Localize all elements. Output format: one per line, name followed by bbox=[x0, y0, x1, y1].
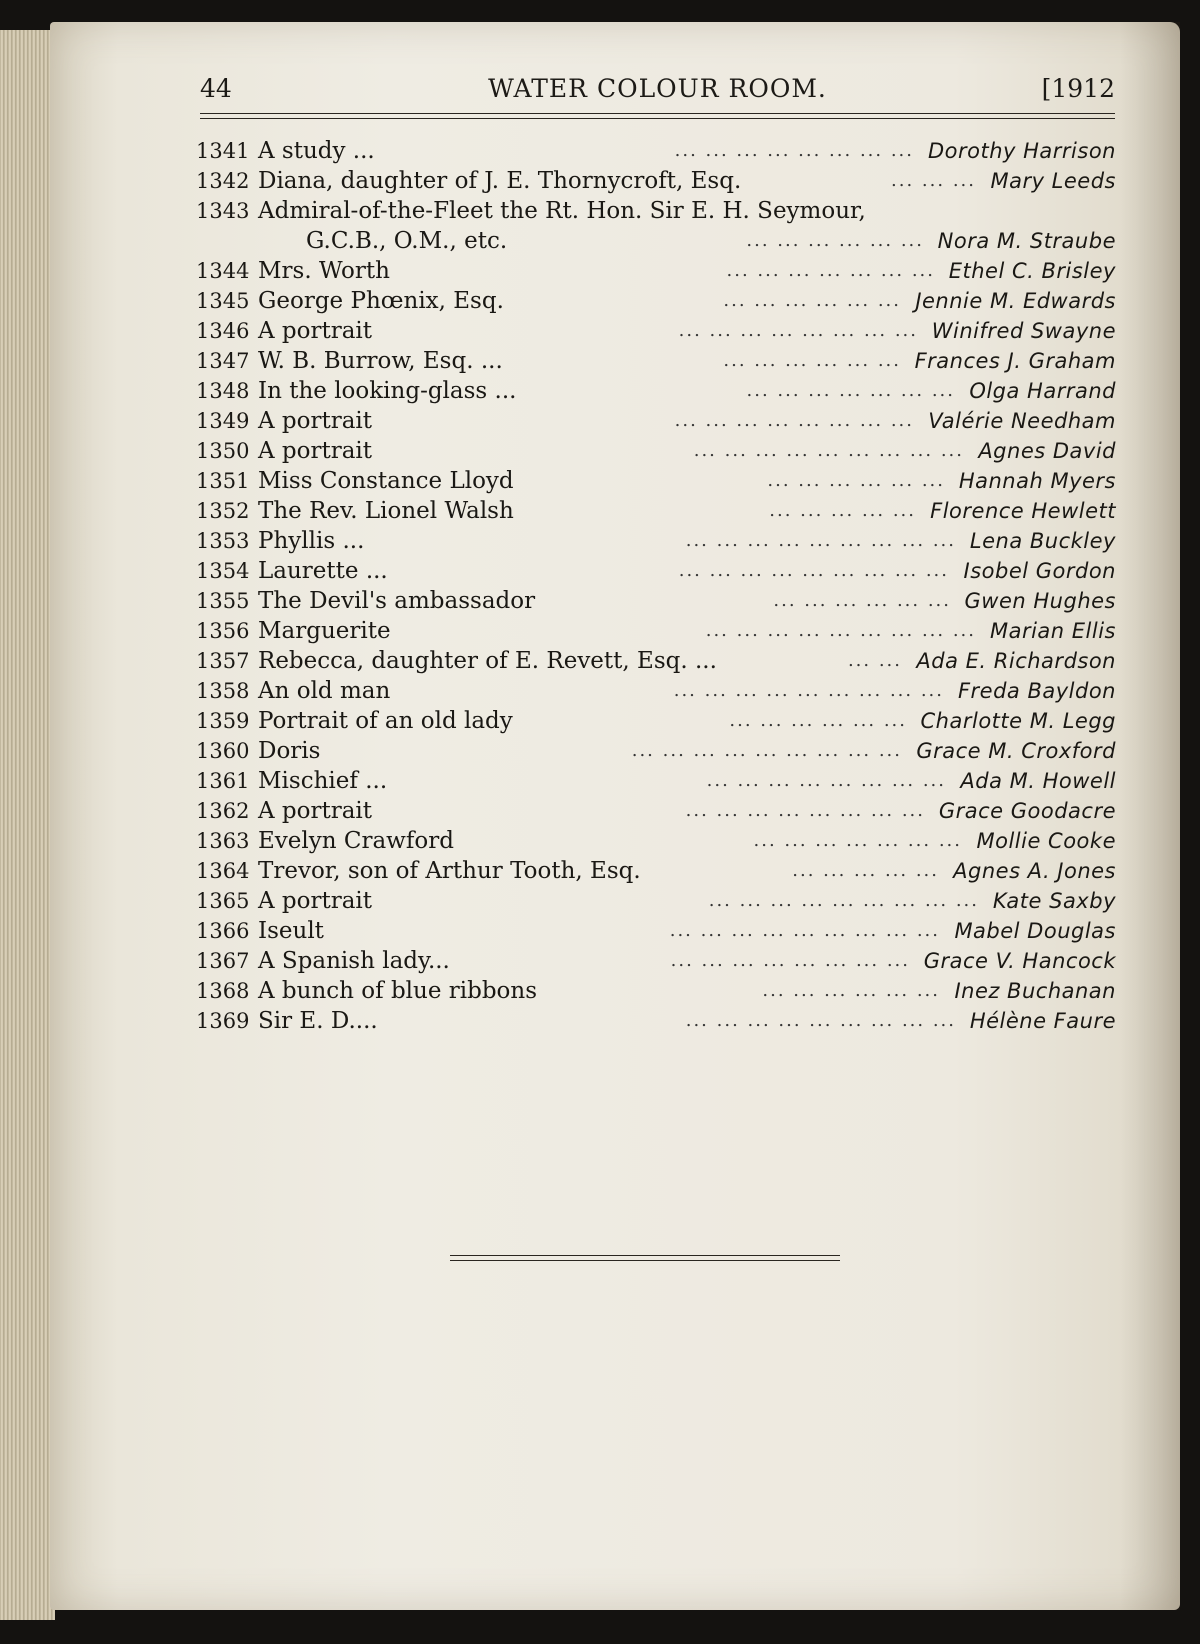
catalogue-entry bbox=[196, 136, 1116, 166]
catalogue-entry bbox=[196, 376, 1116, 406]
leader-dots: ... ... ... ... ... ... ... ... bbox=[670, 950, 910, 971]
entry-title: Mrs. Worth bbox=[258, 258, 390, 284]
entry-artist: Mabel Douglas bbox=[954, 919, 1116, 943]
entry-number: 1362 bbox=[196, 799, 250, 823]
entry-artist: Dorothy Harrison bbox=[927, 139, 1116, 163]
leader-dots: ... ... ... ... ... ... bbox=[767, 470, 945, 491]
entry-artist: Winifred Swayne bbox=[931, 319, 1116, 343]
entry-number: 1367 bbox=[196, 949, 250, 973]
entry-number: 1355 bbox=[196, 589, 250, 613]
header-rule-thin bbox=[200, 118, 1115, 119]
leader-dots: ... ... ... bbox=[891, 170, 976, 191]
catalogue-entry bbox=[196, 346, 1116, 376]
entry-artist: Kate Saxby bbox=[992, 889, 1116, 913]
leader-dots: ... ... ... ... ... ... ... ... bbox=[678, 320, 918, 341]
entry-title: The Devil's ambassador bbox=[258, 588, 536, 614]
entry-title: A study ... bbox=[258, 138, 375, 164]
leader-dots: ... ... ... ... ... ... bbox=[746, 230, 924, 251]
entry-artist: Hannah Myers bbox=[958, 469, 1116, 493]
leader-dots: ... ... ... ... ... ... bbox=[723, 290, 901, 311]
catalogue-entry bbox=[196, 916, 1116, 946]
page-header bbox=[200, 74, 1115, 114]
leader-dots: ... ... ... ... ... ... ... ... ... bbox=[673, 680, 944, 701]
leader-dots: ... ... ... ... ... ... ... ... bbox=[706, 770, 946, 791]
leader-dots: ... ... ... ... ... ... ... ... bbox=[685, 800, 925, 821]
entry-number: 1342 bbox=[196, 169, 250, 193]
catalogue-entry bbox=[196, 886, 1116, 916]
entry-number: 1349 bbox=[196, 409, 250, 433]
catalogue-entry bbox=[196, 826, 1116, 856]
leader-dots: ... ... ... ... ... ... bbox=[762, 980, 940, 1001]
catalogue-entry bbox=[196, 1006, 1116, 1036]
entry-title: W. B. Burrow, Esq. ... bbox=[258, 348, 503, 374]
leader-dots: ... ... ... ... ... ... ... ... ... bbox=[705, 620, 976, 641]
entry-title: A portrait bbox=[258, 798, 373, 824]
entry-title: A bunch of blue ribbons bbox=[258, 978, 538, 1004]
catalogue-entry bbox=[196, 556, 1116, 586]
entry-number: 1359 bbox=[196, 709, 250, 733]
catalogue-entry bbox=[196, 616, 1116, 646]
leader-dots: ... ... ... ... ... bbox=[769, 500, 916, 521]
running-title: WATER COLOUR ROOM. bbox=[488, 74, 827, 103]
entry-number: 1354 bbox=[196, 559, 250, 583]
entry-number: 1364 bbox=[196, 859, 250, 883]
catalogue-entry bbox=[196, 436, 1116, 466]
entry-title: Mischief ... bbox=[258, 768, 388, 794]
entry-title: Doris bbox=[258, 738, 321, 764]
leader-dots: ... ... ... ... ... ... ... ... ... bbox=[685, 1010, 956, 1031]
catalogue-entry bbox=[196, 976, 1116, 1006]
entry-artist: Charlotte M. Legg bbox=[920, 709, 1116, 733]
catalogue-entry bbox=[196, 466, 1116, 496]
entry-title: Diana, daughter of J. E. Thornycroft, Esq. bbox=[258, 168, 742, 194]
entry-title: A portrait bbox=[258, 888, 373, 914]
entry-artist: Grace M. Croxford bbox=[916, 739, 1116, 763]
entry-title: G.C.B., O.M., etc. bbox=[306, 228, 508, 254]
catalogue-entry bbox=[196, 796, 1116, 826]
entry-artist: Ethel C. Brisley bbox=[948, 259, 1116, 283]
catalogue-entry bbox=[196, 856, 1116, 886]
entry-title: An old man bbox=[258, 678, 391, 704]
entry-artist: Ada M. Howell bbox=[960, 769, 1116, 793]
entry-artist: Marian Ellis bbox=[989, 619, 1116, 643]
catalogue-entry bbox=[196, 766, 1116, 796]
catalogue-entry bbox=[196, 406, 1116, 436]
entry-artist: Ada E. Richardson bbox=[916, 649, 1116, 673]
entry-title: Trevor, son of Arthur Tooth, Esq. bbox=[258, 858, 641, 884]
entry-artist: Nora M. Straube bbox=[937, 229, 1116, 253]
header-rule-thick bbox=[200, 113, 1115, 114]
leader-dots: ... ... ... ... ... ... ... ... ... bbox=[631, 740, 902, 761]
catalogue-entry bbox=[196, 586, 1116, 616]
entry-artist: Grace V. Hancock bbox=[923, 949, 1116, 973]
entry-number: 1348 bbox=[196, 379, 250, 403]
end-rule-thin bbox=[450, 1260, 840, 1261]
entry-artist: Isobel Gordon bbox=[963, 559, 1116, 583]
entry-number: 1352 bbox=[196, 499, 250, 523]
entry-artist: Jennie M. Edwards bbox=[915, 289, 1116, 313]
leader-dots: ... ... ... ... ... bbox=[792, 860, 939, 881]
entry-number: 1369 bbox=[196, 1009, 250, 1033]
leader-dots: ... ... ... ... ... ... bbox=[729, 710, 907, 731]
catalogue-entry bbox=[196, 706, 1116, 736]
entry-number: 1346 bbox=[196, 319, 250, 343]
catalogue-entry bbox=[196, 226, 1116, 256]
entry-artist: Grace Goodacre bbox=[938, 799, 1116, 823]
leader-dots: ... ... ... ... ... ... ... ... ... bbox=[669, 920, 940, 941]
entry-artist: Mollie Cooke bbox=[976, 829, 1116, 853]
entry-number: 1347 bbox=[196, 349, 250, 373]
entry-artist: Agnes A. Jones bbox=[953, 859, 1116, 883]
catalogue-entry bbox=[196, 646, 1116, 676]
page-gutter-shadow bbox=[1120, 22, 1180, 1610]
entry-artist: Mary Leeds bbox=[990, 169, 1116, 193]
year-label: [1912 bbox=[1041, 74, 1115, 103]
entry-artist: Lena Buckley bbox=[969, 529, 1116, 553]
entry-title: A Spanish lady... bbox=[258, 948, 450, 974]
entry-artist: Agnes David bbox=[978, 439, 1116, 463]
catalogue-entries-list bbox=[196, 136, 1116, 1036]
end-rule-thick bbox=[450, 1255, 840, 1256]
catalogue-entry bbox=[196, 946, 1116, 976]
entry-artist: Gwen Hughes bbox=[964, 589, 1116, 613]
entry-number: 1366 bbox=[196, 919, 250, 943]
catalogue-entry bbox=[196, 256, 1116, 286]
entry-artist: Freda Bayldon bbox=[957, 679, 1116, 703]
entry-title: Sir E. D.... bbox=[258, 1008, 378, 1034]
entry-title: Iseult bbox=[258, 918, 324, 944]
entry-number: 1368 bbox=[196, 979, 250, 1003]
leader-dots: ... ... ... ... ... ... ... ... ... bbox=[678, 560, 949, 581]
page-number: 44 bbox=[200, 74, 232, 103]
entry-number: 1356 bbox=[196, 619, 250, 643]
catalogue-entry bbox=[196, 166, 1116, 196]
entry-number: 1353 bbox=[196, 529, 250, 553]
entry-title: George Phœnix, Esq. bbox=[258, 288, 504, 314]
entry-number: 1360 bbox=[196, 739, 250, 763]
leader-dots: ... ... ... ... ... ... ... ... bbox=[674, 410, 914, 431]
leader-dots: ... ... bbox=[847, 650, 902, 671]
entry-number: 1345 bbox=[196, 289, 250, 313]
entry-title: Marguerite bbox=[258, 618, 391, 644]
entry-artist: Valérie Needham bbox=[928, 409, 1116, 433]
catalogue-entry bbox=[196, 736, 1116, 766]
entry-title: Admiral-of-the-Fleet the Rt. Hon. Sir E. H. Seymour, bbox=[258, 198, 866, 224]
entry-title: Rebecca, daughter of E. Revett, Esq. ... bbox=[258, 648, 717, 674]
catalogue-entry bbox=[196, 526, 1116, 556]
entry-number: 1341 bbox=[196, 139, 250, 163]
entry-title: A portrait bbox=[258, 438, 373, 464]
entry-number: 1344 bbox=[196, 259, 250, 283]
catalogue-entry bbox=[196, 496, 1116, 526]
leader-dots: ... ... ... ... ... ... ... bbox=[753, 830, 962, 851]
entry-number: 1361 bbox=[196, 769, 250, 793]
catalogue-entry bbox=[196, 316, 1116, 346]
leader-dots: ... ... ... ... ... ... bbox=[723, 350, 901, 371]
entry-number: 1357 bbox=[196, 649, 250, 673]
leader-dots: ... ... ... ... ... ... ... bbox=[746, 380, 955, 401]
entry-number: 1365 bbox=[196, 889, 250, 913]
entry-title: The Rev. Lionel Walsh bbox=[258, 498, 514, 524]
entry-number: 1358 bbox=[196, 679, 250, 703]
entry-number: 1343 bbox=[196, 199, 250, 223]
entry-number: 1350 bbox=[196, 439, 250, 463]
entry-artist: Florence Hewlett bbox=[930, 499, 1116, 523]
entry-title: Phyllis ... bbox=[258, 528, 365, 554]
entry-title: A portrait bbox=[258, 318, 373, 344]
entry-artist: Frances J. Graham bbox=[914, 349, 1116, 373]
leader-dots: ... ... ... ... ... ... bbox=[773, 590, 951, 611]
leader-dots: ... ... ... ... ... ... ... ... bbox=[674, 140, 914, 161]
leader-dots: ... ... ... ... ... ... ... bbox=[726, 260, 935, 281]
catalogue-entry bbox=[196, 196, 1116, 226]
catalogue-entry bbox=[196, 286, 1116, 316]
catalogue-entry bbox=[196, 676, 1116, 706]
entry-title: Miss Constance Lloyd bbox=[258, 468, 514, 494]
entry-number: 1363 bbox=[196, 829, 250, 853]
entry-artist: Olga Harrand bbox=[969, 379, 1116, 403]
leader-dots: ... ... ... ... ... ... ... ... ... bbox=[693, 440, 964, 461]
entry-title: Laurette ... bbox=[258, 558, 388, 584]
entry-title: In the looking-glass ... bbox=[258, 378, 517, 404]
leader-dots: ... ... ... ... ... ... ... ... ... bbox=[685, 530, 956, 551]
entry-title: Evelyn Crawford bbox=[258, 828, 454, 854]
entry-artist: Hélène Faure bbox=[969, 1009, 1116, 1033]
entry-number: 1351 bbox=[196, 469, 250, 493]
book-page-edges bbox=[0, 30, 55, 1620]
leader-dots: ... ... ... ... ... ... ... ... ... bbox=[708, 890, 979, 911]
entry-title: A portrait bbox=[258, 408, 373, 434]
entry-title: Portrait of an old lady bbox=[258, 708, 513, 734]
entry-artist: Inez Buchanan bbox=[954, 979, 1116, 1003]
